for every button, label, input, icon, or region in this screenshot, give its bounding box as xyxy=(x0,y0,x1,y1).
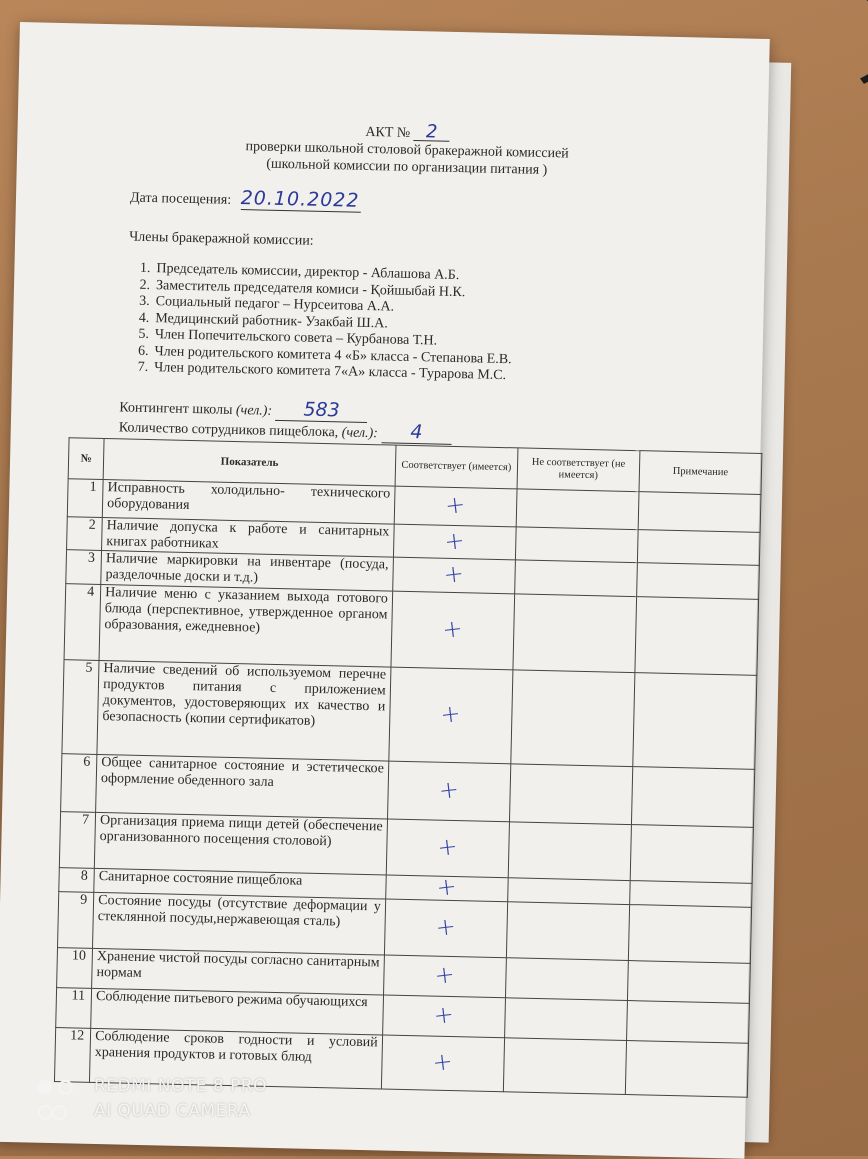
row-note xyxy=(637,530,760,566)
row-complies xyxy=(386,871,509,902)
row-indicator: Санитарное состояние пищеблока xyxy=(94,868,386,899)
row-complies xyxy=(383,955,506,998)
row-not-complies xyxy=(504,998,627,1041)
camera-dots-icon xyxy=(36,1077,84,1097)
member-item: 7. Член родительского комитета 7«А» класса - Турарова М.С. xyxy=(137,359,507,384)
document-sheet xyxy=(0,22,770,1159)
act-title-prefix: АКТ № xyxy=(365,124,411,141)
row-not-complies xyxy=(508,822,631,881)
col-header-not-complies: Не соответствует (не имеется) xyxy=(517,448,640,492)
row-number: 5 xyxy=(62,660,99,755)
member-item: 1. Председатель комиссии, директор - Аблашова А.Б. xyxy=(139,260,460,284)
row-complies xyxy=(382,995,505,1038)
member-item: 2. Заместитель председателя комиси - Қойшыбай Н.К. xyxy=(139,277,466,300)
row-number: 9 xyxy=(58,892,94,949)
contingent-unit: (чел.): xyxy=(235,403,273,419)
row-not-complies xyxy=(506,902,629,961)
table-row xyxy=(62,660,757,770)
row-complies xyxy=(393,557,516,594)
row-indicator: Хранение чистой посуды согласно санитарным нормам xyxy=(92,948,385,995)
watermark-line2: AI QUAD CAMERA xyxy=(94,1101,251,1121)
row-complies xyxy=(386,819,509,878)
row-indicator: Наличие допуска к работе и санитарных книгах работниках xyxy=(102,517,394,557)
plus-mark: + xyxy=(443,489,468,521)
row-indicator: Исправность холодильно- технического оборудования xyxy=(102,480,394,525)
row-not-complies xyxy=(508,878,631,905)
row-note xyxy=(626,1001,749,1044)
row-number: 1 xyxy=(67,479,103,518)
row-indicator: Наличие сведений об используемом перечне продуктов питания с приложением документов, удостоверяющих их качество и безопасность (копии сертификатов) xyxy=(97,660,391,761)
plus-mark: + xyxy=(434,911,458,942)
row-not-complies xyxy=(511,670,635,767)
row-complies xyxy=(394,486,517,527)
staff-label: Количество сотрудников пищеблока, xyxy=(118,420,342,441)
row-not-complies xyxy=(516,489,639,530)
row-number: 8 xyxy=(59,868,95,893)
row-complies xyxy=(381,1035,504,1092)
row-number: 2 xyxy=(67,517,103,551)
row-not-complies xyxy=(515,560,638,597)
row-number: 6 xyxy=(61,754,97,813)
visit-date-row xyxy=(130,185,361,213)
row-complies xyxy=(387,761,510,822)
plus-mark: + xyxy=(432,999,456,1030)
visit-date-value: 20.10.2022 xyxy=(240,187,360,212)
plus-mark: + xyxy=(439,698,463,730)
row-complies xyxy=(393,524,516,560)
member-item: 3. Социальный педагог – Нурсеитова А.А. xyxy=(139,293,395,315)
row-not-complies xyxy=(513,594,637,673)
row-not-complies xyxy=(503,1038,626,1095)
camera-rings-icon xyxy=(36,1102,84,1122)
act-title xyxy=(167,117,648,181)
row-indicator: Организация приема пищи детей (обеспечение организованного посещения столовой) xyxy=(94,812,387,875)
row-note xyxy=(627,961,750,1004)
row-note xyxy=(630,881,753,908)
row-not-complies xyxy=(509,764,632,825)
contingent-label: Контингент школы xyxy=(119,400,237,418)
watermark-line1: REDMI NOTE 8 PRO xyxy=(94,1076,268,1096)
plus-mark: + xyxy=(442,558,466,590)
act-title-line2: (школьной комиссии по организации питания ) xyxy=(266,156,548,178)
members-heading: Члены бракеражной комиссии: xyxy=(128,229,314,249)
contingent-value: 583 xyxy=(275,398,367,423)
row-indicator: Соблюдение питьевого режима обучающихся xyxy=(91,988,384,1035)
visit-date-label: Дата посещения: xyxy=(129,190,232,208)
inspection-table xyxy=(54,437,762,1098)
row-number: 3 xyxy=(66,550,102,585)
row-number: 12 xyxy=(54,1028,90,1083)
row-not-complies xyxy=(505,958,628,1001)
row-note xyxy=(630,825,753,884)
act-title-line1: проверки школьной столовой бракеражной комиссией xyxy=(245,139,569,162)
staff-unit: (чел.): xyxy=(341,425,379,442)
row-indicator: Соблюдение сроков годности и условий хранения продуктов и готовых блюд xyxy=(90,1028,383,1089)
row-note xyxy=(631,767,754,828)
plus-mark: + xyxy=(441,613,465,645)
plus-mark: + xyxy=(437,774,461,806)
row-complies xyxy=(391,591,515,670)
row-number: 10 xyxy=(57,948,93,989)
row-number: 4 xyxy=(64,584,101,661)
row-note xyxy=(635,597,759,676)
col-header-no: № xyxy=(68,438,104,480)
row-indicator: Наличие меню с указанием выхода готового блюда (перспективное, утвержденное органом образования, ежедневное) xyxy=(99,584,392,667)
row-note xyxy=(633,673,757,770)
staff-value: 4 xyxy=(381,420,452,445)
row-not-complies xyxy=(515,527,638,563)
col-header-note: Примечание xyxy=(639,451,762,495)
col-header-indicator: Показатель xyxy=(103,439,396,487)
row-note xyxy=(637,563,760,600)
row-number: 11 xyxy=(56,988,92,1029)
member-item: 4. Медицинский работник- Узакбай Ш.А. xyxy=(138,310,388,331)
plus-mark: + xyxy=(435,871,459,902)
row-indicator: Состояние посуды (отсутствие деформации у стеклянной посуды,нержавеющая сталь) xyxy=(93,892,386,955)
member-item: 5. Член Попечительского совета – Курбанова Т.Н. xyxy=(138,326,438,349)
row-indicator: Наличие маркировки на инвентаре (посуда, разделочные доски и т.д.) xyxy=(101,550,393,591)
plus-mark: + xyxy=(436,831,460,862)
row-note xyxy=(628,905,751,964)
row-complies xyxy=(384,899,507,958)
camera-watermark xyxy=(36,1074,267,1124)
row-note xyxy=(638,492,761,533)
row-number: 7 xyxy=(59,812,95,869)
row-complies xyxy=(389,667,513,764)
col-header-complies: Соответствует (имеется) xyxy=(395,445,518,489)
act-number: 2 xyxy=(414,123,450,142)
row-note xyxy=(625,1041,748,1098)
row-indicator: Общее санитарное состояние и эстетическое оформление обеденного зала xyxy=(96,754,389,819)
plus-mark: + xyxy=(443,525,467,556)
plus-mark: + xyxy=(433,959,457,990)
members-list xyxy=(126,261,688,389)
plus-mark: + xyxy=(431,1046,455,1077)
member-item: 6. Член родительского комитета 4 «Б» класса - Степанова Е.В. xyxy=(137,343,512,367)
